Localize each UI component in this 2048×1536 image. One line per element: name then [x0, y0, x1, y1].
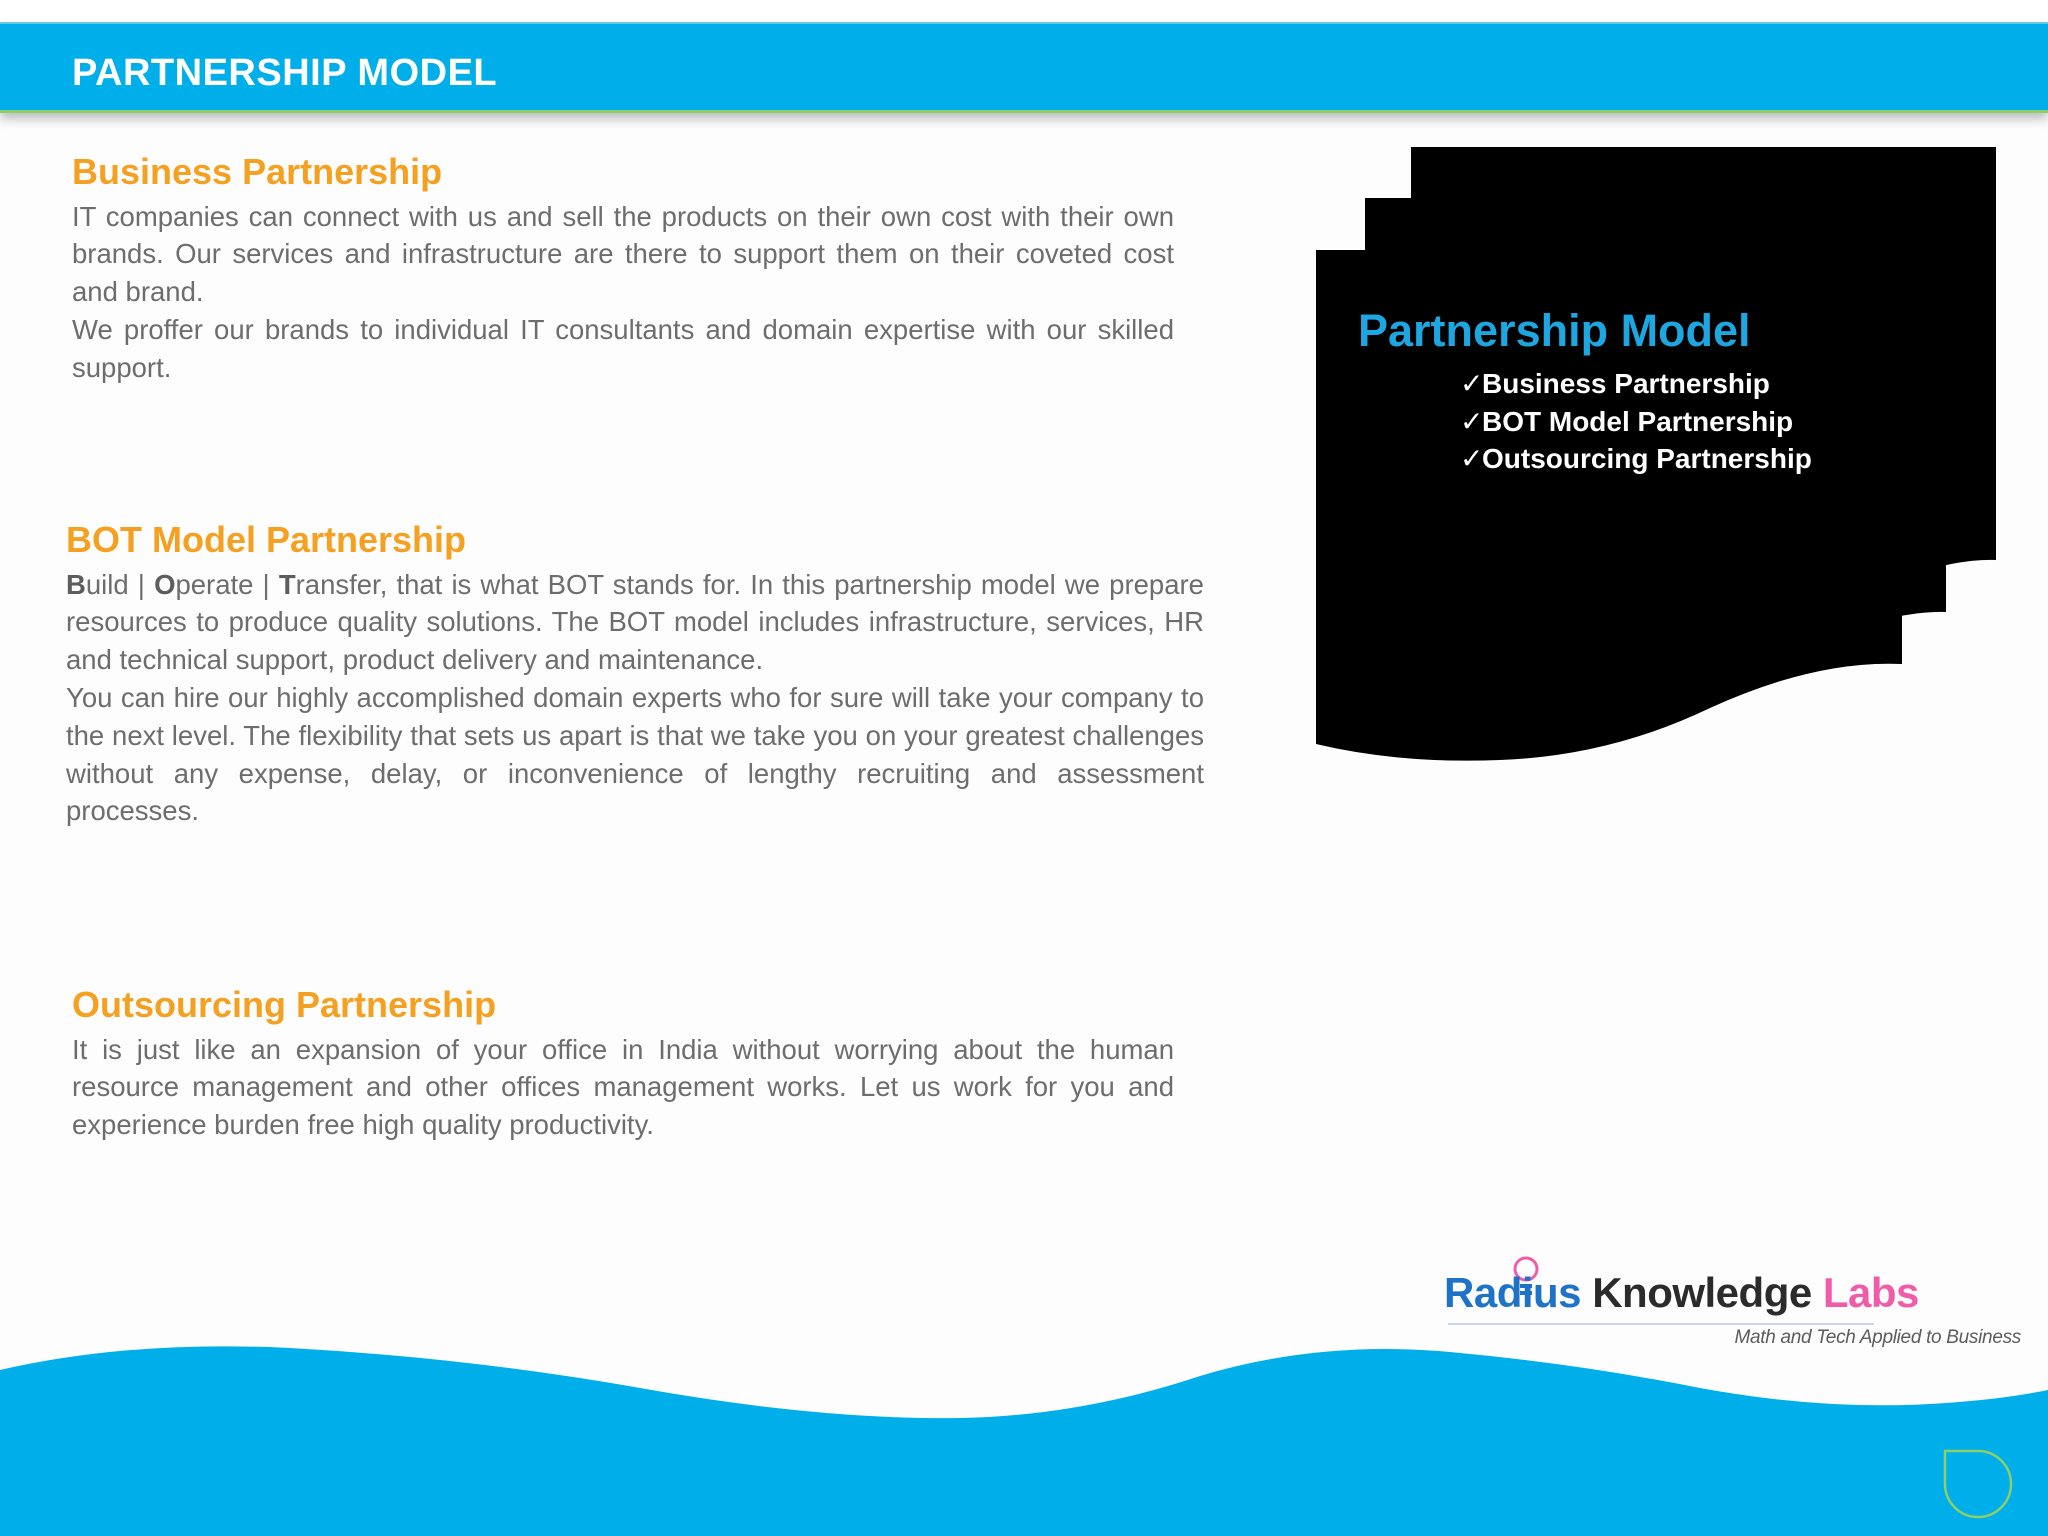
checklist-item-label: BOT Model Partnership — [1482, 405, 1794, 437]
checkmark-icon: ✓ — [1460, 443, 1484, 475]
acronym-word-operate: perate — [175, 568, 254, 600]
section-heading: Outsourcing Partnership — [72, 984, 497, 1025]
section-paragraph: It is just like an expansion of your office in India without worrying about the human resource management and other offices management works. Let us work for you and experience burden free high quality productivity. — [72, 1033, 1174, 1141]
section-business-partnership — [72, 152, 1174, 387]
acronym-letter-o: O — [154, 568, 176, 600]
acronym-separator: | — [128, 568, 155, 600]
top-strip — [0, 0, 2048, 22]
section-paragraph: We proffer our brands to individual IT consultants and domain expertise with our skilled support. — [72, 313, 1174, 383]
card-checklist — [1460, 365, 1812, 478]
logo-word-radius: Radius — [1444, 1269, 1582, 1316]
logo-word-knowledge: Knowledge — [1592, 1269, 1812, 1316]
checklist-item — [1460, 403, 1812, 441]
card-title: Partnership Model — [1358, 305, 1751, 356]
section-outsourcing-partnership — [72, 985, 1174, 1144]
acronym-word-build: uild — [85, 568, 129, 600]
section-bot-model-partnership — [66, 520, 1204, 830]
logo-word-labs: Labs — [1822, 1269, 1919, 1316]
section-paragraph: IT companies can connect with us and sell the products on their own cost with their own brands. Our services and infrastructure are there to support them on their coveted cost and brand. — [72, 200, 1174, 308]
checklist-item — [1460, 365, 1812, 403]
section-paragraph — [66, 566, 1204, 679]
header-bar — [0, 22, 2048, 113]
checkmark-icon: ✓ — [1460, 368, 1484, 399]
acronym-letter-b: B — [66, 568, 86, 600]
checklist-item — [1460, 440, 1812, 478]
logo-tagline: Math and Tech Applied to Business — [1734, 1327, 2021, 1348]
page-title: PARTNERSHIP MODEL — [72, 52, 498, 94]
section-paragraph: You can hire our highly accomplished domain experts who for sure will take your company to the next level. The flexibility that sets us apart is that we take you on your greatest challenges without any expense, delay, or inconvenience of lengthy recruiting and assessment processes. — [66, 681, 1204, 827]
section-heading: BOT Model Partnership — [66, 519, 467, 560]
checklist-item-label: Outsourcing Partnership — [1482, 443, 1812, 475]
footer-wave — [0, 1300, 2048, 1536]
bot-intro-text: , that is what BOT stands for. In this partnership model we prepare resources to produce quality solutions. The BOT model includes infrastructure, services, HR and technical support, product delivery and maintenance. — [66, 568, 1204, 676]
section-heading: Business Partnership — [72, 151, 443, 192]
acronym-letter-t: T — [278, 568, 296, 600]
checkmark-icon: ✓ — [1460, 405, 1484, 437]
acronym-word-transfer: ransfer — [295, 568, 380, 600]
checklist-item-label: Business Partnership — [1482, 368, 1770, 399]
corner-leaf-icon — [1940, 1446, 2016, 1522]
acronym-separator: | — [253, 568, 279, 600]
